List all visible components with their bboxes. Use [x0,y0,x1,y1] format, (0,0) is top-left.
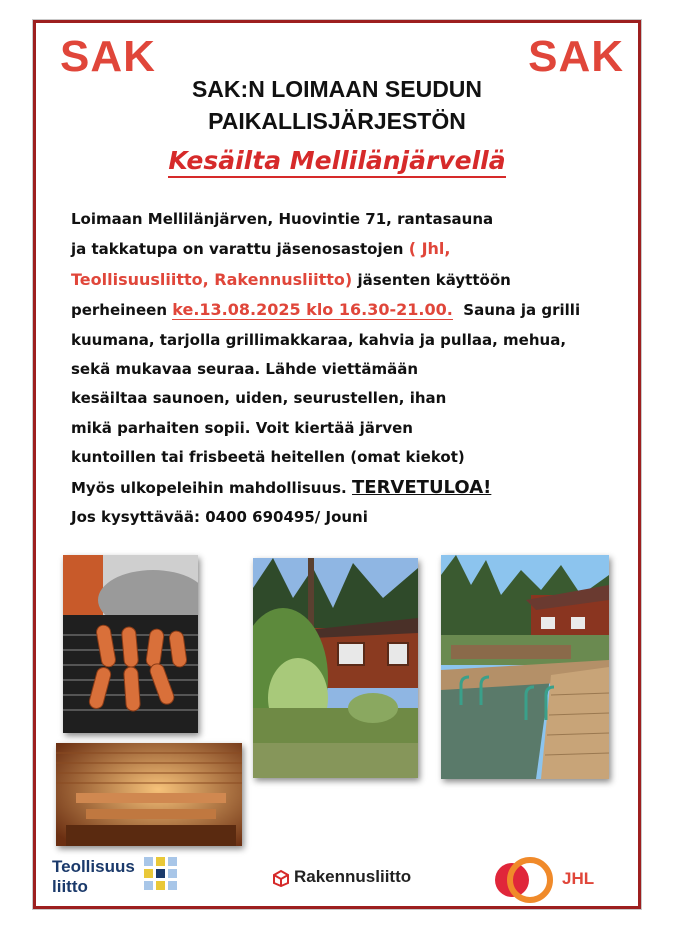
rakennusliitto-logo [272,866,432,890]
body-line [71,265,631,295]
lake-pier-photo [441,555,609,779]
contact-line: Jos kysyttävää: 0400 690495/ Jouni [71,508,368,527]
jhl-circles-icon [490,855,560,905]
welcome-text: TERVETULOA! [352,476,492,498]
jhl-logo [490,855,610,905]
body-line [71,473,631,503]
body-text: ja takkatupa on varattu jäsenosastojen [71,240,404,259]
teollisuusliitto-name-1: Teollisuus [52,857,135,876]
body-line [71,295,631,325]
body-line [71,234,631,264]
heading-line-2: PAIKALLISJÄRJESTÖN [208,108,466,134]
teollisuusliitto-name-2: liitto [52,877,88,896]
body-line: kuntoillen tai frisbeetä heitellen (omat kiekot) [71,448,465,467]
poster-frame [33,20,641,909]
body-line: kuumana, tarjolla grillimakkaraa, kahvia ja pullaa, mehua, [71,330,567,349]
body-text: Sauna ja grilli [463,301,581,320]
body-line: kesäiltaa saunoen, uiden, seurustellen, ihan [71,389,447,408]
event-description [71,205,631,532]
body-text: Myös ulkopeleihin mahdollisuus. [71,478,347,497]
body-text: jäsenten käyttöön [357,270,511,289]
jhl-name: JHL [562,869,595,888]
body-text: perheineen [71,301,168,320]
event-title [36,148,638,173]
sak-logo-right: SAK [528,32,624,81]
teollisuusliitto-logo [52,855,182,899]
sauna-cottage-photo [253,558,418,778]
unions-highlight: ( Jhl, [408,239,451,259]
rakennusliitto-name: Rakennusliitto [294,867,412,886]
heading-line-1: SAK:N LOIMAAN SEUDUN [191,76,483,102]
body-line: mikä parhaiten sopii. Voit kiertää järven [71,418,413,437]
event-date: ke.13.08.2025 klo 16.30-21.00. [172,300,453,320]
event-title-text: Kesäilta Mellilänjärvellä [168,146,505,178]
unions-highlight: Teollisuusliitto, Rakennusliitto) [71,269,353,289]
sauna-interior-photo [56,743,242,846]
body-line: Loimaan Mellilänjärven, Huovintie 71, rantasauna [71,210,494,228]
teollisuusliitto-mark-icon [144,857,180,897]
sak-logo-left: SAK [60,32,156,81]
rakennusliitto-mark-icon [272,869,290,887]
body-line: sekä mukavaa seuraa. Lähde viettämään [71,360,419,379]
grill-sausages-photo [63,555,198,733]
